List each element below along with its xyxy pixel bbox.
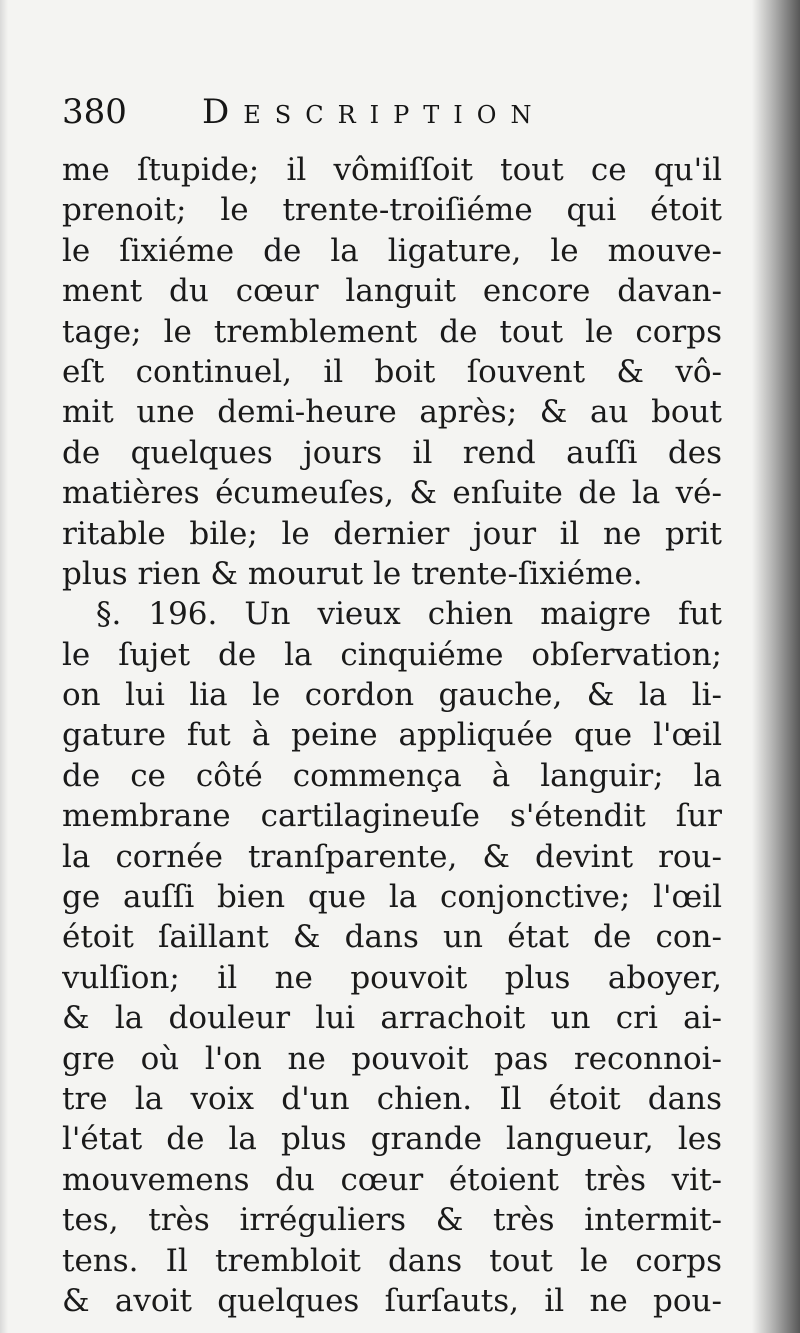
text-line: ment du cœur languit encore davan- (62, 273, 722, 310)
text-line: tes, très irréguliers & très intermit- (62, 1202, 722, 1239)
text-line: me ſtupide; il vômiſſoit tout ce qu'il (62, 152, 722, 188)
text-line: tens. Il trembloit dans tout le corps (62, 1242, 722, 1279)
text-line: le ſujet de la cinquiéme obſervation; (62, 636, 722, 673)
text-line: étoit ſaillant & dans un état de con- (62, 919, 722, 956)
text-line: gre où l'on ne pouvoit pas reconnoi- (62, 1040, 722, 1077)
text-line: vulſion; il ne pouvoit plus aboyer, (62, 959, 722, 996)
text-line: gature fut à peine appliquée que l'œil (62, 717, 722, 754)
text-line: l'état de la plus grande langueur, les (62, 1121, 722, 1158)
text-line: ge auſſi bien que la conjonctive; l'œil (62, 879, 722, 916)
page-number: 380 (62, 92, 127, 132)
text-line: de ce côté commença à languir; la (62, 757, 722, 794)
section-start-line: §. 196. Un vieux chien maigre fut (96, 596, 722, 633)
text-line: la cornée tranſparente, & devint rou- (62, 838, 722, 875)
paper-edge-shading (0, 0, 8, 1333)
text-line: on lui lia le cordon gauche, & la li- (62, 677, 722, 714)
text-line: prenoit; le trente-troiſiéme qui étoit (62, 192, 722, 229)
running-title: Description (202, 92, 546, 132)
text-line: matières écumeuſes, & enſuite de la vé- (62, 475, 722, 512)
text-line: mouvemens du cœur étoient très vit- (62, 1161, 722, 1198)
text-line: tre la voix d'un chien. Il étoit dans (62, 1080, 722, 1117)
text-line: membrane cartilagineuſe s'étendit ſur (62, 798, 722, 835)
text-line: tage; le tremblement de tout le corps (62, 313, 722, 350)
text-line: & avoit quelques ſurſauts, il ne pou- (62, 1282, 722, 1319)
page-header (62, 92, 722, 142)
text-line: mit une demi-heure après; & au bout (62, 394, 722, 431)
text-line: le ſixiéme de la ligature, le mouve- (62, 232, 722, 269)
paragraph-end-line: plus rien & mourut le trente-ſixiéme. (62, 555, 643, 592)
body-text (62, 150, 722, 1321)
text-line: ritable bile; le dernier jour il ne prit (62, 515, 722, 552)
text-line: & la douleur lui arrachoit un cri ai- (62, 1000, 722, 1037)
text-line: eſt continuel, il boit ſouvent & vô- (62, 353, 722, 390)
text-line: de quelques jours il rend auſſi des (62, 434, 722, 471)
binding-gutter-shadow (752, 0, 800, 1333)
